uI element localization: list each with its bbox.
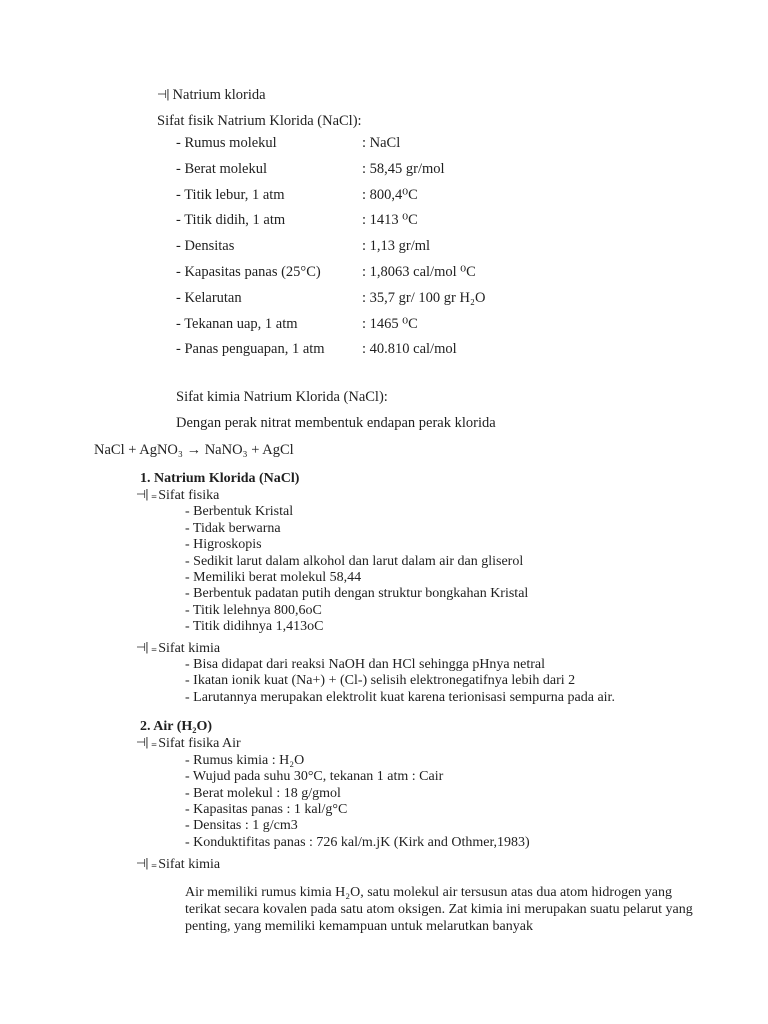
list-item: - Titik didihnya 1,413oC: [185, 619, 324, 635]
section-2-title: 2. Air (H₂O): [140, 719, 212, 735]
property-row: [157, 208, 485, 234]
mojibake-equals-icon: ₌: [150, 488, 158, 502]
property-value: : 1,8063 cal/mol ⁰C: [362, 263, 476, 280]
subsection-sifat-kimia-1: [136, 640, 696, 657]
property-label: - Rumus molekul: [176, 135, 277, 151]
mojibake-equals-icon: ₌: [150, 736, 158, 751]
mojibake-bullet-icon: ⊣|: [136, 487, 148, 501]
property-value: : 40.810 cal/mol: [362, 341, 457, 358]
property-label: - Titik didih, 1 atm: [176, 212, 286, 229]
physical-properties-heading: Sifat fisik Natrium Klorida (NaCl):: [157, 113, 362, 129]
section-1-title: 1. Natrium Klorida (NaCl): [140, 471, 300, 486]
sifat-fisika-list-1: [185, 504, 696, 635]
property-row: [157, 157, 485, 183]
numbered-sections: [136, 470, 696, 936]
mojibake-equals-icon: ₌: [150, 857, 158, 872]
property-row: [157, 131, 485, 157]
mojibake-bullet-icon: ⊣|: [136, 639, 148, 654]
property-row: [157, 312, 485, 338]
property-label: - Densitas: [176, 238, 235, 255]
list-item: - Densitas : 1 g/cm3: [185, 818, 298, 834]
list-item: - Larutannya merupakan elektrolit kuat karena terionisasi sempurna pada air.: [185, 689, 615, 705]
property-label: - Titik lebur, 1 atm: [176, 186, 285, 203]
list-item: - Rumus kimia : H₂O: [185, 752, 305, 768]
property-value: : 1465 ⁰C: [362, 315, 418, 332]
list-item: - Ikatan ionik kuat (Na+) + (Cl-) selisih elektronegatifnya lebih dari 2: [185, 673, 576, 689]
chemical-equation: NaCl + AgNO₃ → NaNO₃ + AgCl: [94, 442, 294, 458]
sifat-fisika-list-2: [185, 753, 696, 851]
list-item: - Memiliki berat molekul 58,44: [185, 570, 362, 586]
list-item: - Konduktifitas panas : 726 kal/m.jK (Kirk and Othmer,1983): [185, 834, 530, 850]
intro-block: [157, 86, 485, 363]
sifat-kimia-list-1: [185, 657, 696, 706]
list-item: - Berat molekul : 18 g/gmol: [185, 785, 341, 801]
property-value: : 1413 ⁰C: [362, 212, 418, 229]
mojibake-bullet-icon: ⊣|: [157, 87, 169, 101]
list-item: - Berbentuk Kristal: [185, 504, 294, 520]
subsection-sifat-kimia-2: [136, 856, 696, 873]
property-value: : 58,45 gr/mol: [362, 160, 445, 177]
property-row: [157, 183, 485, 209]
property-value: : 35,7 gr/ 100 gr H₂O: [362, 289, 486, 306]
subsection-label: Sifat fisika Air: [158, 736, 241, 752]
subsection-label: Sifat kimia: [158, 857, 221, 873]
list-item: - Higroskopis: [185, 537, 262, 553]
mojibake-bullet-icon: ⊣|: [136, 856, 148, 871]
mojibake-equals-icon: ₌: [150, 640, 158, 655]
doc-title: Natrium klorida: [172, 87, 266, 103]
list-item: - Wujud pada suhu 30°C, tekanan 1 atm : Cair: [185, 769, 444, 785]
property-label: - Kapasitas panas (25°C): [176, 263, 321, 280]
chemical-description: Dengan perak nitrat membentuk endapan perak klorida: [176, 415, 496, 431]
subsection-label: Sifat fisika: [158, 488, 220, 503]
property-value: : 1,13 gr/ml: [362, 238, 431, 255]
subsection-sifat-fisika-1: [136, 487, 696, 504]
property-row: [157, 234, 485, 260]
list-item: - Tidak berwarna: [185, 520, 281, 536]
property-value: : 800,4⁰C: [362, 186, 418, 203]
list-item: - Bisa didapat dari reaksi NaOH dan HCl sehingga pHnya netral: [185, 657, 546, 673]
property-label: - Tekanan uap, 1 atm: [176, 315, 298, 332]
property-label: - Kelarutan: [176, 289, 242, 306]
list-item: - Sedikit larut dalam alkohol dan larut dalam air dan gliserol: [185, 553, 524, 569]
chemical-properties-block: [157, 384, 496, 436]
list-item: - Berbentuk padatan putih dengan struktur bongkahan Kristal: [185, 586, 529, 602]
property-value: : NaCl: [362, 135, 401, 151]
list-item: - Kapasitas panas : 1 kal/g°C: [185, 801, 348, 817]
property-row: [157, 260, 485, 286]
property-row: [157, 337, 485, 363]
subsection-sifat-fisika-2: [136, 735, 696, 752]
property-label: - Berat molekul: [176, 160, 268, 177]
chemical-properties-heading: Sifat kimia Natrium Klorida (NaCl):: [176, 389, 388, 405]
subsection-label: Sifat kimia: [158, 640, 221, 656]
closing-paragraph: Air memiliki rumus kimia H₂O, satu molekul air tersusun atas dua atom hidrogen yang terikat secara kovalen pada satu atom oksigen. Zat kimia ini merupakan suatu pelarut yang penting, yang memiliki kemampuan untuk melarutkan banyak: [185, 884, 693, 935]
list-item: - Titik lelehnya 800,6oC: [185, 602, 322, 618]
mojibake-bullet-icon: ⊣|: [136, 735, 148, 750]
property-row: [157, 286, 485, 312]
property-label: - Panas penguapan, 1 atm: [176, 341, 325, 358]
doc-title-line: [157, 86, 485, 105]
physical-properties-table: [157, 131, 485, 363]
